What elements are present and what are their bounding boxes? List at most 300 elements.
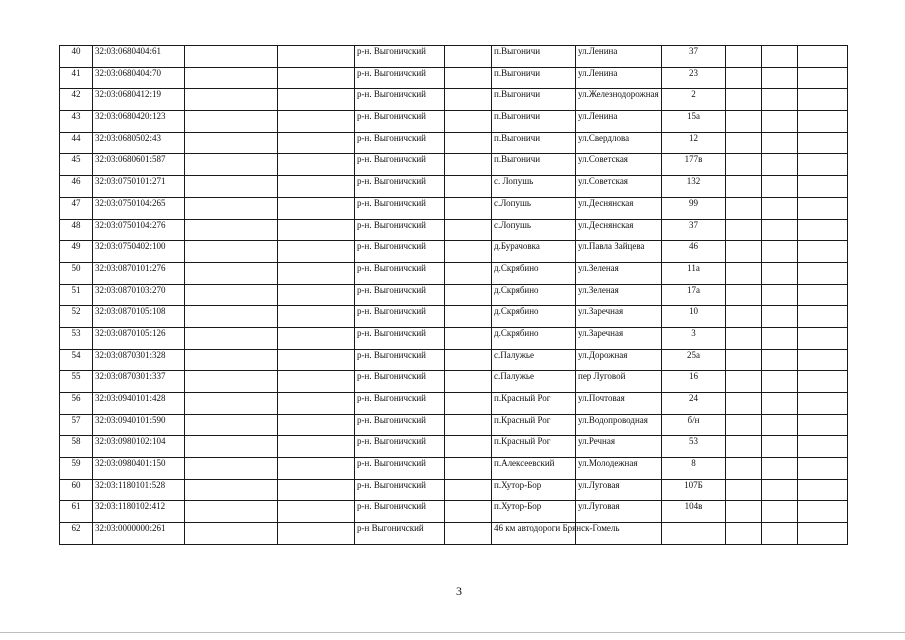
table-row	[60, 132, 848, 154]
house-cell: 15а	[662, 111, 726, 133]
empty-cell	[726, 197, 762, 219]
empty-cell	[445, 89, 492, 111]
empty-cell	[798, 46, 848, 68]
street-cell: ул.Луговая	[576, 479, 662, 501]
table-row	[60, 393, 848, 415]
house-cell: 25а	[662, 349, 726, 371]
settlement-cell: п.Красный Рог	[492, 436, 576, 458]
empty-cell	[762, 371, 798, 393]
table-row	[60, 262, 848, 284]
street-cell: ул.Молодежная	[576, 458, 662, 480]
empty-cell	[762, 241, 798, 263]
empty-cell	[445, 371, 492, 393]
settlement-cell: п.Выгоничи	[492, 132, 576, 154]
district-cell: р-н. Выгоничский	[355, 393, 445, 415]
row-number: 43	[60, 111, 93, 133]
empty-cell	[762, 154, 798, 176]
empty-cell	[762, 414, 798, 436]
settlement-cell: д.Бурачовка	[492, 241, 576, 263]
empty-cell	[185, 132, 278, 154]
empty-cell	[762, 479, 798, 501]
street-cell: ул.Павла Зайцева	[576, 241, 662, 263]
cadastral-number: 32:03:0870301:328	[93, 349, 185, 371]
row-number: 52	[60, 306, 93, 328]
row-number: 45	[60, 154, 93, 176]
empty-cell	[278, 371, 355, 393]
empty-cell	[798, 241, 848, 263]
empty-cell	[798, 479, 848, 501]
empty-cell	[762, 284, 798, 306]
cadastral-number: 32:03:0680502:43	[93, 132, 185, 154]
house-cell: 10	[662, 306, 726, 328]
empty-cell	[762, 197, 798, 219]
row-number: 59	[60, 458, 93, 480]
house-cell: 24	[662, 393, 726, 415]
empty-cell	[445, 154, 492, 176]
cadastral-number: 32:03:0750104:265	[93, 197, 185, 219]
house-cell	[662, 523, 726, 545]
district-cell: р-н. Выгоничский	[355, 111, 445, 133]
empty-cell	[726, 501, 762, 523]
empty-cell	[445, 197, 492, 219]
empty-cell	[278, 262, 355, 284]
house-cell: 37	[662, 46, 726, 68]
empty-cell	[185, 371, 278, 393]
table-row	[60, 89, 848, 111]
district-cell: р-н. Выгоничский	[355, 241, 445, 263]
empty-cell	[278, 284, 355, 306]
house-cell: 12	[662, 132, 726, 154]
district-cell: р-н. Выгоничский	[355, 327, 445, 349]
empty-cell	[726, 436, 762, 458]
empty-cell	[278, 306, 355, 328]
cadastral-number: 32:03:1180101:528	[93, 479, 185, 501]
table-row	[60, 371, 848, 393]
settlement-cell: п.Выгоничи	[492, 67, 576, 89]
street-cell: ул.Деснянская	[576, 197, 662, 219]
empty-cell	[185, 46, 278, 68]
settlement-cell: п.Выгоничи	[492, 154, 576, 176]
house-cell: 23	[662, 67, 726, 89]
table-row	[60, 306, 848, 328]
empty-cell	[185, 219, 278, 241]
empty-cell	[798, 523, 848, 545]
district-cell: р-н. Выгоничский	[355, 479, 445, 501]
table-row	[60, 349, 848, 371]
table-row	[60, 219, 848, 241]
empty-cell	[798, 501, 848, 523]
empty-cell	[798, 67, 848, 89]
empty-cell	[798, 436, 848, 458]
empty-cell	[726, 523, 762, 545]
empty-cell	[185, 523, 278, 545]
table-row	[60, 284, 848, 306]
settlement-cell: п.Хутор-Бор	[492, 479, 576, 501]
house-cell: 16	[662, 371, 726, 393]
table-row	[60, 523, 848, 545]
settlement-cell: д.Скрябино	[492, 327, 576, 349]
empty-cell	[798, 458, 848, 480]
district-cell: р-н. Выгоничский	[355, 46, 445, 68]
empty-cell	[726, 479, 762, 501]
empty-cell	[185, 349, 278, 371]
row-number: 58	[60, 436, 93, 458]
street-cell: ул.Деснянская	[576, 219, 662, 241]
empty-cell	[762, 436, 798, 458]
empty-cell	[798, 349, 848, 371]
table-row	[60, 241, 848, 263]
empty-cell	[445, 67, 492, 89]
cadastral-number: 32:03:0680412:19	[93, 89, 185, 111]
district-cell: р-н. Выгоничский	[355, 154, 445, 176]
district-cell: р-н. Выгоничский	[355, 349, 445, 371]
empty-cell	[798, 414, 848, 436]
house-cell: 8	[662, 458, 726, 480]
row-number: 61	[60, 501, 93, 523]
empty-cell	[278, 458, 355, 480]
district-cell: р-н. Выгоничский	[355, 414, 445, 436]
house-cell: 17а	[662, 284, 726, 306]
cadastral-number: 32:03:0750101:271	[93, 176, 185, 198]
cadastral-number: 32:03:0000000:261	[93, 523, 185, 545]
street-cell: ул.Дорожная	[576, 349, 662, 371]
empty-cell	[278, 327, 355, 349]
empty-cell	[798, 284, 848, 306]
cadastral-number: 32:03:0680601:587	[93, 154, 185, 176]
settlement-cell: с. Лопушь	[492, 176, 576, 198]
empty-cell	[445, 393, 492, 415]
cadastral-number: 32:03:0980401:150	[93, 458, 185, 480]
table-row	[60, 176, 848, 198]
empty-cell	[185, 414, 278, 436]
empty-cell	[185, 458, 278, 480]
street-cell: ул.Ленина	[576, 46, 662, 68]
settlement-cell: д.Скрябино	[492, 262, 576, 284]
settlement-cell: п.Выгоничи	[492, 111, 576, 133]
cadastral-number: 32:03:0940101:590	[93, 414, 185, 436]
row-number: 50	[60, 262, 93, 284]
house-cell: 104в	[662, 501, 726, 523]
empty-cell	[185, 197, 278, 219]
table-row	[60, 501, 848, 523]
row-number: 42	[60, 89, 93, 111]
settlement-cell: п.Алексеевский	[492, 458, 576, 480]
district-cell: р-н. Выгоничский	[355, 219, 445, 241]
empty-cell	[445, 306, 492, 328]
street-cell: ул.Заречная	[576, 306, 662, 328]
settlement-cell: д.Скрябино	[492, 306, 576, 328]
district-cell: р-н. Выгоничский	[355, 262, 445, 284]
house-cell: 37	[662, 219, 726, 241]
empty-cell	[185, 241, 278, 263]
street-cell: ул.Почтовая	[576, 393, 662, 415]
cadastral-number: 32:03:0870301:337	[93, 371, 185, 393]
cadastral-number: 32:03:0680404:70	[93, 67, 185, 89]
district-cell: р-н. Выгоничский	[355, 501, 445, 523]
district-cell: р-н. Выгоничский	[355, 436, 445, 458]
empty-cell	[798, 176, 848, 198]
empty-cell	[762, 501, 798, 523]
district-cell: р-н. Выгоничский	[355, 67, 445, 89]
empty-cell	[278, 46, 355, 68]
settlement-cell: п.Красный Рог	[492, 414, 576, 436]
empty-cell	[726, 111, 762, 133]
empty-cell	[445, 284, 492, 306]
street-cell: ул.Зеленая	[576, 262, 662, 284]
house-cell: 177в	[662, 154, 726, 176]
row-number: 62	[60, 523, 93, 545]
empty-cell	[445, 241, 492, 263]
table-row	[60, 414, 848, 436]
cadastral-number: 32:03:0750104:276	[93, 219, 185, 241]
settlement-cell: с.Палужье	[492, 349, 576, 371]
table-row	[60, 436, 848, 458]
row-number: 54	[60, 349, 93, 371]
settlement-cell: д.Скрябино	[492, 284, 576, 306]
settlement-cell: п.Выгоничи	[492, 46, 576, 68]
house-cell: 53	[662, 436, 726, 458]
street-cell: ул.Железнодорожная	[576, 89, 662, 111]
empty-cell	[726, 262, 762, 284]
street-cell: ул.Водопроводная	[576, 414, 662, 436]
street-cell: ул.Ленина	[576, 111, 662, 133]
row-number: 40	[60, 46, 93, 68]
empty-cell	[185, 479, 278, 501]
empty-cell	[762, 523, 798, 545]
cadastral-number: 32:03:0980102:104	[93, 436, 185, 458]
cadastral-number: 32:03:0680404:61	[93, 46, 185, 68]
empty-cell	[278, 501, 355, 523]
empty-cell	[278, 111, 355, 133]
empty-cell	[278, 393, 355, 415]
empty-cell	[185, 67, 278, 89]
empty-cell	[798, 306, 848, 328]
district-cell: р-н. Выгоничский	[355, 89, 445, 111]
row-number: 56	[60, 393, 93, 415]
empty-cell	[726, 154, 762, 176]
house-cell: 11а	[662, 262, 726, 284]
house-cell: 99	[662, 197, 726, 219]
empty-cell	[762, 46, 798, 68]
empty-cell	[726, 414, 762, 436]
empty-cell	[798, 393, 848, 415]
empty-cell	[185, 284, 278, 306]
house-cell: 107Б	[662, 479, 726, 501]
empty-cell	[278, 219, 355, 241]
cadastral-number: 32:03:0750402:100	[93, 241, 185, 263]
street-cell: ул.Свердлова	[576, 132, 662, 154]
empty-cell	[445, 176, 492, 198]
empty-cell	[185, 393, 278, 415]
empty-cell	[445, 479, 492, 501]
row-number: 41	[60, 67, 93, 89]
empty-cell	[726, 176, 762, 198]
table-row	[60, 111, 848, 133]
empty-cell	[726, 219, 762, 241]
scan-edge-line	[0, 632, 905, 633]
empty-cell	[726, 89, 762, 111]
empty-cell	[726, 458, 762, 480]
cadastral-number: 32:03:0870101:276	[93, 262, 185, 284]
empty-cell	[798, 111, 848, 133]
empty-cell	[726, 132, 762, 154]
house-cell: б/н	[662, 414, 726, 436]
table-row	[60, 154, 848, 176]
empty-cell	[762, 176, 798, 198]
empty-cell	[762, 67, 798, 89]
empty-cell	[185, 176, 278, 198]
table-row	[60, 458, 848, 480]
empty-cell	[798, 219, 848, 241]
empty-cell	[762, 458, 798, 480]
table-row	[60, 327, 848, 349]
empty-cell	[798, 327, 848, 349]
empty-cell	[798, 132, 848, 154]
district-cell: р-н. Выгоничский	[355, 197, 445, 219]
empty-cell	[798, 371, 848, 393]
settlement-cell: п.Хутор-Бор	[492, 501, 576, 523]
empty-cell	[445, 458, 492, 480]
street-cell: ул.Ленина	[576, 67, 662, 89]
cadastral-number: 32:03:0870103:270	[93, 284, 185, 306]
empty-cell	[798, 197, 848, 219]
empty-cell	[278, 154, 355, 176]
empty-cell	[762, 327, 798, 349]
cadastral-number: 32:03:0870105:108	[93, 306, 185, 328]
empty-cell	[185, 327, 278, 349]
row-number: 55	[60, 371, 93, 393]
empty-cell	[726, 393, 762, 415]
settlement-cell: п.Выгоничи	[492, 89, 576, 111]
empty-cell	[445, 262, 492, 284]
row-number: 48	[60, 219, 93, 241]
empty-cell	[185, 436, 278, 458]
house-cell: 2	[662, 89, 726, 111]
cadastral-number: 32:03:0870105:126	[93, 327, 185, 349]
settlement-cell: с.Палужье	[492, 371, 576, 393]
empty-cell	[762, 219, 798, 241]
page-number: 3	[456, 584, 462, 598]
row-number: 57	[60, 414, 93, 436]
empty-cell	[762, 111, 798, 133]
row-number: 51	[60, 284, 93, 306]
empty-cell	[762, 262, 798, 284]
row-number: 44	[60, 132, 93, 154]
empty-cell	[278, 89, 355, 111]
empty-cell	[762, 349, 798, 371]
row-number: 49	[60, 241, 93, 263]
row-number: 53	[60, 327, 93, 349]
empty-cell	[762, 393, 798, 415]
empty-cell	[278, 132, 355, 154]
table-body	[60, 46, 848, 545]
district-cell: р-н. Выгоничский	[355, 132, 445, 154]
district-cell: р-н. Выгоничский	[355, 458, 445, 480]
district-cell: р-н Выгоничский	[355, 523, 445, 545]
row-number: 60	[60, 479, 93, 501]
empty-cell	[278, 176, 355, 198]
empty-cell	[726, 241, 762, 263]
empty-cell	[445, 111, 492, 133]
house-cell: 3	[662, 327, 726, 349]
settlement-cell: с.Лопушь	[492, 197, 576, 219]
empty-cell	[185, 306, 278, 328]
district-cell: р-н. Выгоничский	[355, 284, 445, 306]
street-cell: ул.Речная	[576, 436, 662, 458]
empty-cell	[445, 414, 492, 436]
empty-cell	[185, 89, 278, 111]
empty-cell	[278, 67, 355, 89]
street-cell: ул.Заречная	[576, 327, 662, 349]
empty-cell	[726, 349, 762, 371]
empty-cell	[798, 262, 848, 284]
row-number: 46	[60, 176, 93, 198]
empty-cell	[185, 262, 278, 284]
empty-cell	[185, 111, 278, 133]
settlement-cell: с.Лопушь	[492, 219, 576, 241]
street-cell: ул.Советская	[576, 176, 662, 198]
empty-cell	[726, 284, 762, 306]
street-cell: ул.Зеленая	[576, 284, 662, 306]
empty-cell	[278, 197, 355, 219]
house-cell: 132	[662, 176, 726, 198]
empty-cell	[445, 219, 492, 241]
empty-cell	[445, 46, 492, 68]
table-row	[60, 197, 848, 219]
district-cell: р-н. Выгоничский	[355, 306, 445, 328]
empty-cell	[278, 349, 355, 371]
cadastral-number: 32:03:0940101:428	[93, 393, 185, 415]
empty-cell	[762, 306, 798, 328]
row-number: 47	[60, 197, 93, 219]
empty-cell	[726, 327, 762, 349]
settlement-cell: 46 км автодороги Брянск-Гомель	[492, 523, 576, 545]
empty-cell	[726, 306, 762, 328]
table-row	[60, 67, 848, 89]
settlement-cell: п.Красный Рог	[492, 393, 576, 415]
street-cell: ул.Советская	[576, 154, 662, 176]
empty-cell	[762, 132, 798, 154]
district-cell: р-н. Выгоничский	[355, 176, 445, 198]
empty-cell	[185, 154, 278, 176]
empty-cell	[278, 436, 355, 458]
empty-cell	[278, 241, 355, 263]
empty-cell	[445, 349, 492, 371]
house-cell: 46	[662, 241, 726, 263]
empty-cell	[762, 89, 798, 111]
table-row	[60, 46, 848, 68]
empty-cell	[726, 67, 762, 89]
empty-cell	[445, 523, 492, 545]
empty-cell	[726, 46, 762, 68]
empty-cell	[445, 501, 492, 523]
empty-cell	[445, 327, 492, 349]
empty-cell	[798, 89, 848, 111]
empty-cell	[445, 132, 492, 154]
table-row	[60, 479, 848, 501]
empty-cell	[798, 154, 848, 176]
empty-cell	[445, 436, 492, 458]
empty-cell	[278, 479, 355, 501]
empty-cell	[278, 414, 355, 436]
street-cell: ул.Луговая	[576, 501, 662, 523]
cadastral-number: 32:03:1180102:412	[93, 501, 185, 523]
district-cell: р-н. Выгоничский	[355, 371, 445, 393]
empty-cell	[726, 371, 762, 393]
empty-cell	[185, 501, 278, 523]
street-cell: пер Луговой	[576, 371, 662, 393]
empty-cell	[278, 523, 355, 545]
